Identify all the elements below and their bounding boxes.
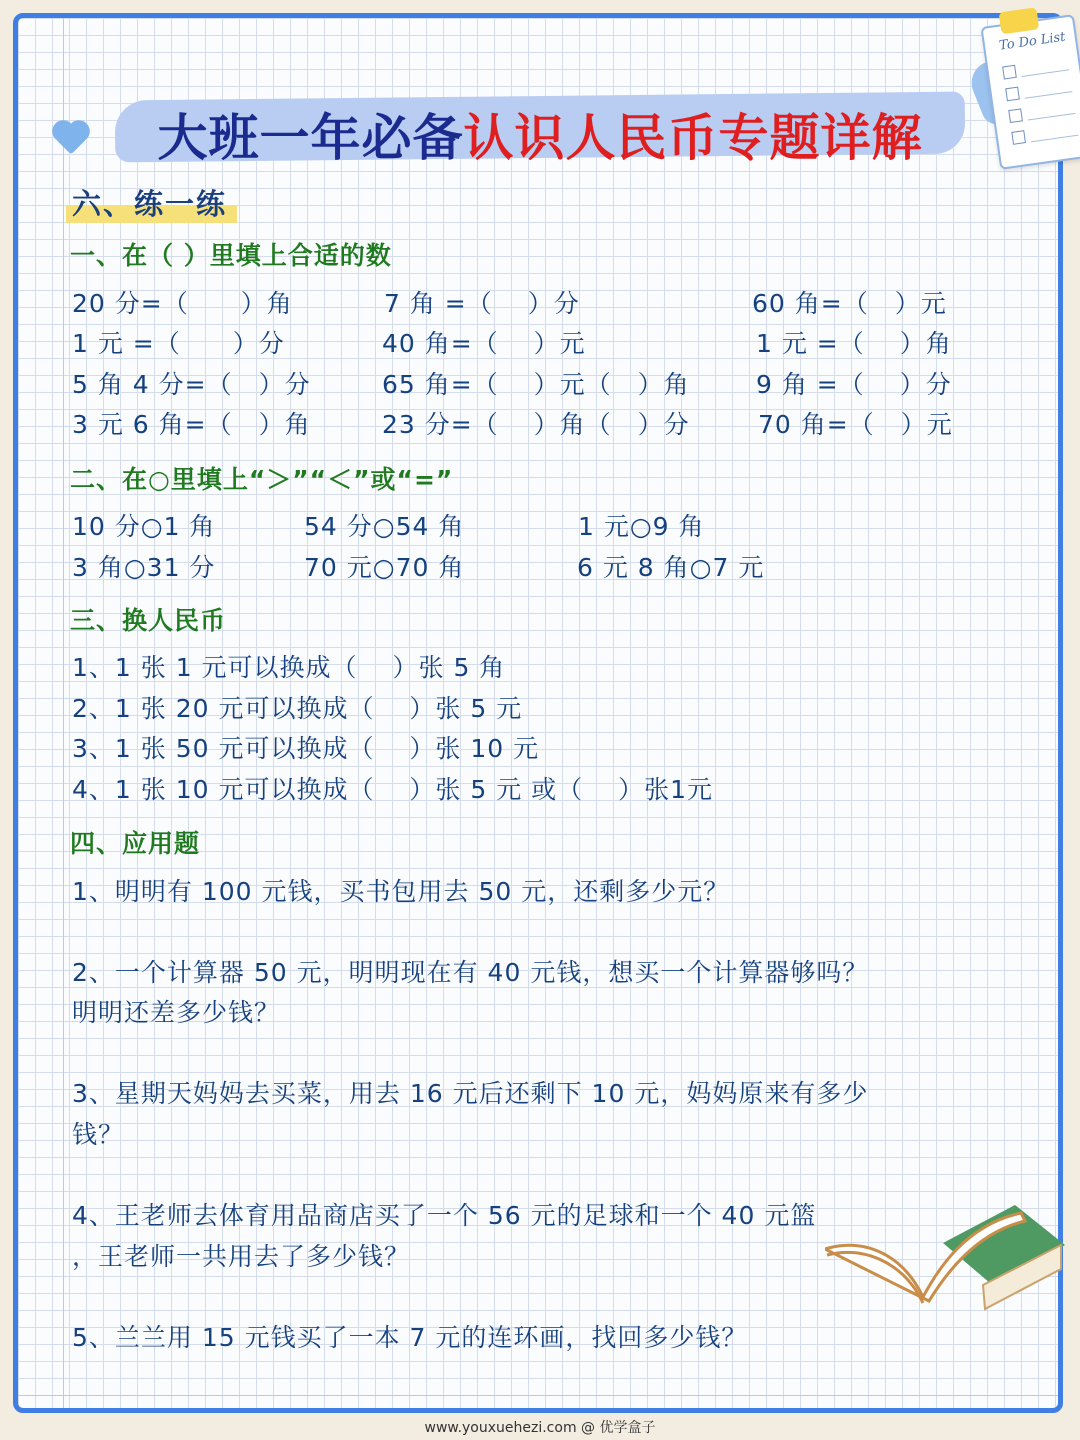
s4-question-cont: 钱？: [72, 1120, 125, 1149]
s4-question: 3、星期天妈妈去买菜，用去 16 元后还剩下 10 元，妈妈原来有多少: [72, 1079, 869, 1108]
s2-item: 54 分○54 角: [304, 512, 465, 541]
s4-question-cont: ，王老师一共用去了多少钱？: [72, 1242, 411, 1271]
s3-item: 3、1 张 50 元可以换成（ ）张 10 元: [72, 734, 540, 763]
s1-item: 23 分=（ ）角（ ）分: [382, 410, 690, 439]
section-main-heading: 六、练一练: [66, 180, 237, 223]
s4-question: 4、王老师去体育用品商店买了一个 56 元的足球和一个 40 元篮: [72, 1201, 817, 1230]
footer-credit: www.youxuehezi.com @ 优学盒子: [424, 1420, 656, 1436]
s4-question: 1、明明有 100 元钱，买书包用去 50 元，还剩多少元？: [72, 877, 730, 906]
section-3-heading: 三、换人民币: [70, 606, 227, 635]
clip-icon: [999, 7, 1040, 34]
s1-item: 20 分=（ ）角: [72, 289, 293, 318]
s4-question: 5、兰兰用 15 元钱买了一本 7 元的连环画，找回多少钱？: [72, 1323, 748, 1352]
bottom-line: [18, 1395, 1058, 1396]
s2-item: 70 元○70 角: [304, 553, 465, 582]
open-book-icon: [825, 1185, 1065, 1315]
checkbox-icon: [1011, 130, 1026, 145]
s1-item: 1 元 =（ ）角: [756, 329, 952, 358]
s2-item: 1 元○9 角: [578, 512, 705, 541]
s3-item: 1、1 张 1 元可以换成（ ）张 5 角: [72, 653, 506, 682]
s1-item: 7 角 =（ ）分: [384, 289, 580, 318]
s2-item: 10 分○1 角: [72, 512, 216, 541]
s1-item: 5 角 4 分=（ ）分: [72, 370, 311, 399]
checkbox-icon: [1008, 108, 1023, 123]
section-2-heading: 二、在○里填上“＞”“＜”或“=”: [70, 465, 454, 494]
title-banner: [105, 78, 975, 176]
s3-item: 4、1 张 10 元可以换成（ ）张 5 元 或（ ）张1元: [72, 775, 714, 804]
s2-item: 6 元 8 角○7 元: [577, 553, 765, 582]
section-4-heading: 四、应用题: [70, 829, 201, 858]
checkbox-icon: [1002, 65, 1017, 80]
margin-line: [63, 18, 64, 1408]
title-part-red: 认识人民币专题详解: [463, 109, 923, 167]
s1-item: 3 元 6 角=（ ）角: [72, 410, 311, 439]
section-1-heading: 一、在（ ）里填上合适的数: [70, 241, 392, 270]
s1-item: 65 角=（ ）元（ ）角: [382, 370, 690, 399]
s1-item: 60 角=（ ）元: [752, 289, 947, 318]
title-part-blue: 大班一年必备: [157, 109, 464, 167]
s4-question: 2、一个计算器 50 元，明明现在有 40 元钱，想买一个计算器够吗？: [72, 958, 869, 987]
s2-item: 3 角○31 分: [72, 553, 216, 582]
s4-question-cont: 明明还差多少钱？: [72, 998, 281, 1027]
page-title: [105, 98, 975, 170]
s1-item: 1 元 =（ ）分: [72, 329, 285, 358]
s1-item: 9 角 =（ ）分: [756, 370, 952, 399]
checkbox-icon: [1005, 87, 1020, 102]
s3-item: 2、1 张 20 元可以换成（ ）张 5 元: [72, 694, 523, 723]
s1-item: 70 角=（ ）元: [758, 410, 953, 439]
todo-list-label: To Do List: [998, 29, 1067, 54]
s1-item: 40 角=（ ）元: [382, 329, 586, 358]
